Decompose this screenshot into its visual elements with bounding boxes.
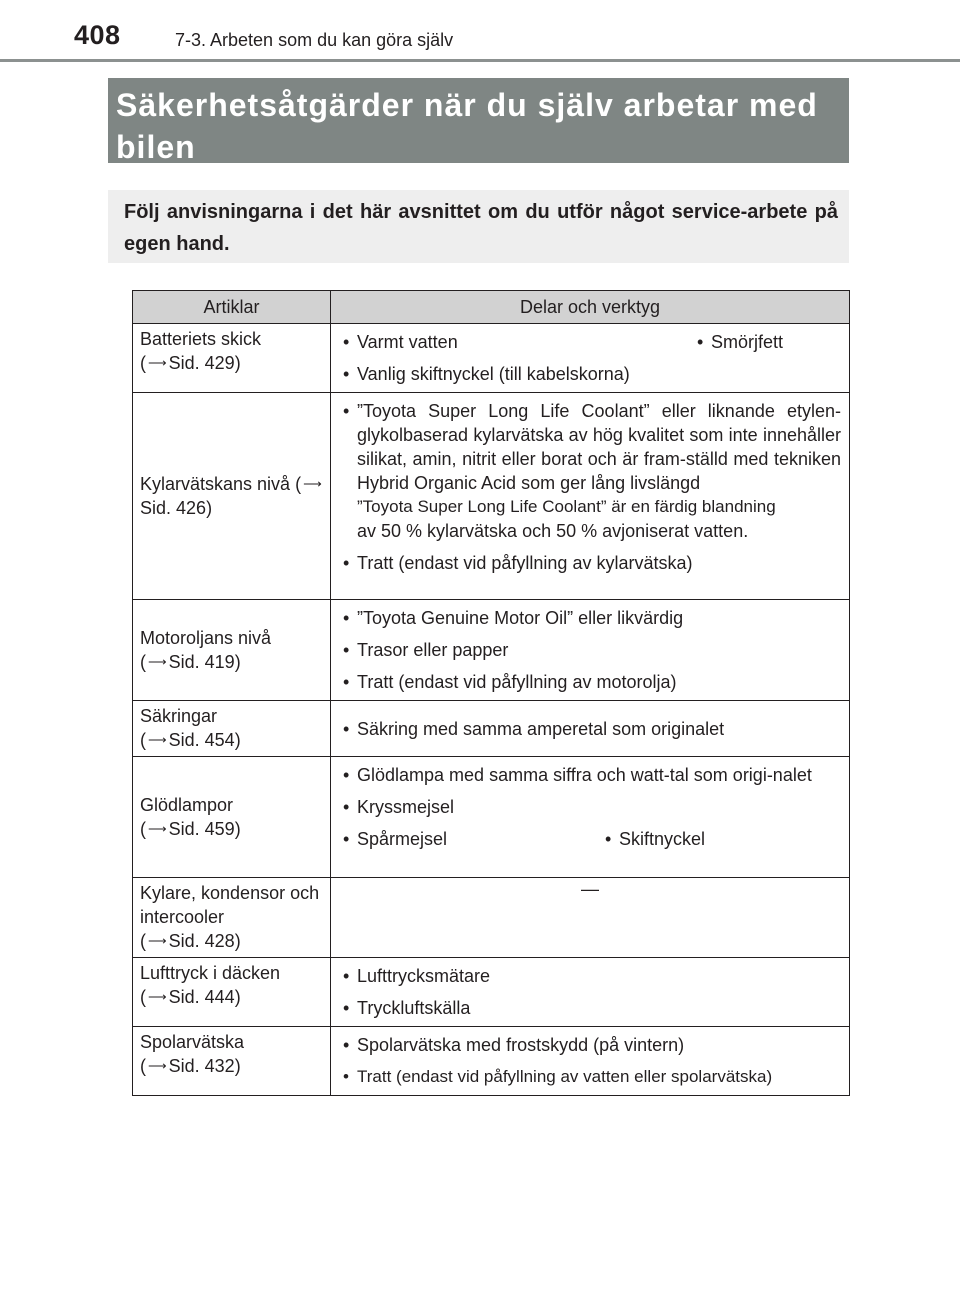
list-item: • Säkring med samma amperetal som originalet [339,717,841,741]
item-cell: Spolarvätska ( ⟶ Sid. 432) [133,1027,331,1096]
section-reference: 7-3. Arbeten som du kan göra själv [175,30,454,50]
list-item: • Tratt (endast vid påfyllning av vatten eller spolarvätska) [339,1065,841,1089]
page-link[interactable]: Sid. 426 [140,498,207,518]
tools-cell [331,1027,850,1096]
list-item-text: ”Toyota Super Long Life Coolant” eller liknande etylen-glykolbaserad kylarvätska av hög kvalitet som inte innehåller silikat, amin, nitrit eller borat och är fram-ställd med tekniken Hybrid Organic Acid som ger lång livslängd [357,401,841,493]
list-item: • ”Toyota Genuine Motor Oil” eller likvärdig [339,606,841,630]
tools-cell [331,757,850,878]
page-number: 408 [74,20,121,50]
arrow-icon: ⟶ [148,732,167,747]
list-item: • Smörjfett [693,330,783,354]
list-item: • Vanlig skiftnyckel (till kabelskorna) [339,362,841,386]
column-header-tools: Delar och verktyg [331,291,850,324]
page-link[interactable]: Sid. 419 [168,652,235,672]
tools-cell [331,701,850,757]
tools-cell [331,393,850,600]
list-item: • Varmt vatten [339,330,693,354]
note-text-continued: av 50 % kylarvätska och 50 % avjoniserat vatten. [357,521,749,541]
item-name: Kylarvätskans nivå [140,474,291,494]
tools-cell [331,958,850,1027]
item-name: Glödlampor [140,795,234,815]
table-row [133,878,850,958]
page-link[interactable]: Sid. 454 [168,730,235,750]
arrow-icon: ⟶ [148,821,167,836]
arrow-icon: ⟶ [148,654,167,669]
arrow-icon: ⟶ [303,476,322,491]
table-row [133,958,850,1027]
page-link[interactable]: Sid. 459 [168,819,235,839]
page-link[interactable]: Sid. 428 [168,931,235,951]
item-name: Kylare, kondensor och intercooler [140,883,320,927]
table-row [133,393,850,600]
table-row [133,600,850,701]
page-header [0,0,960,60]
page-link[interactable]: Sid. 432 [168,1056,235,1076]
table-row [133,1027,850,1096]
column-header-items: Artiklar [133,291,331,324]
table-row [133,757,850,878]
table-row [133,701,850,757]
item-name: Batteriets skick [140,329,262,349]
item-name: Säkringar [140,706,218,726]
list-item: • Spårmejsel [339,827,601,851]
page-link[interactable]: Sid. 444 [168,987,235,1007]
note-text: ”Toyota Super Long Life Coolant” är en färdig blandning [357,497,776,516]
item-cell: Lufttryck i däcken ( ⟶ Sid. 444) [133,958,331,1027]
item-name: Spolarvätska [140,1032,245,1052]
arrow-icon: ⟶ [148,989,167,1004]
item-name: Motoroljans nivå [140,628,272,648]
list-item: • Tryckluftskälla [339,996,841,1020]
intro-text: Följ anvisningarna i det här avsnittet om du utför något service-arbete på egen hand. [124,201,838,255]
list-item: • Glödlampa med samma siffra och watt-tal som origi-nalet [339,763,841,787]
parts-tools-table [132,290,850,1096]
page-title: Säkerhetsåtgärder när du själv arbetar med bilen [116,87,818,165]
list-item: • Lufttrycksmätare [339,964,841,988]
list-item [339,399,841,543]
header-rule [0,59,960,62]
arrow-icon: ⟶ [148,933,167,948]
list-item: • Spolarvätska med frostskydd (på vintern) [339,1033,841,1057]
page-link[interactable]: Sid. 429 [168,353,235,373]
tools-cell [331,600,850,701]
arrow-icon: ⟶ [148,1058,167,1073]
list-item: • Skiftnyckel [601,827,705,851]
list-item: • Tratt (endast vid påfyllning av motorolja) [339,670,841,694]
table-row [133,324,850,393]
item-cell: Motoroljans nivå ( ⟶ Sid. 419) [133,600,331,701]
item-name: Lufttryck i däcken [140,963,281,983]
item-cell: Kylarvätskans nivå ( ⟶Sid. 426) [133,393,331,600]
item-cell: Batteriets skick ( ⟶ Sid. 429) [133,324,331,393]
item-cell: Kylare, kondensor och intercooler ( ⟶ Sid. 428) [133,878,331,958]
list-item: • Kryssmejsel [339,795,841,819]
list-item: • Trasor eller papper [339,638,841,662]
arrow-icon: ⟶ [148,355,167,370]
tools-cell: — [331,878,850,958]
item-cell: Glödlampor ( ⟶ Sid. 459) [133,757,331,878]
table-header-row [133,291,850,324]
tools-cell [331,324,850,393]
item-cell: Säkringar ( ⟶ Sid. 454) [133,701,331,757]
list-item: • Tratt (endast vid påfyllning av kylarvätska) [339,551,841,575]
